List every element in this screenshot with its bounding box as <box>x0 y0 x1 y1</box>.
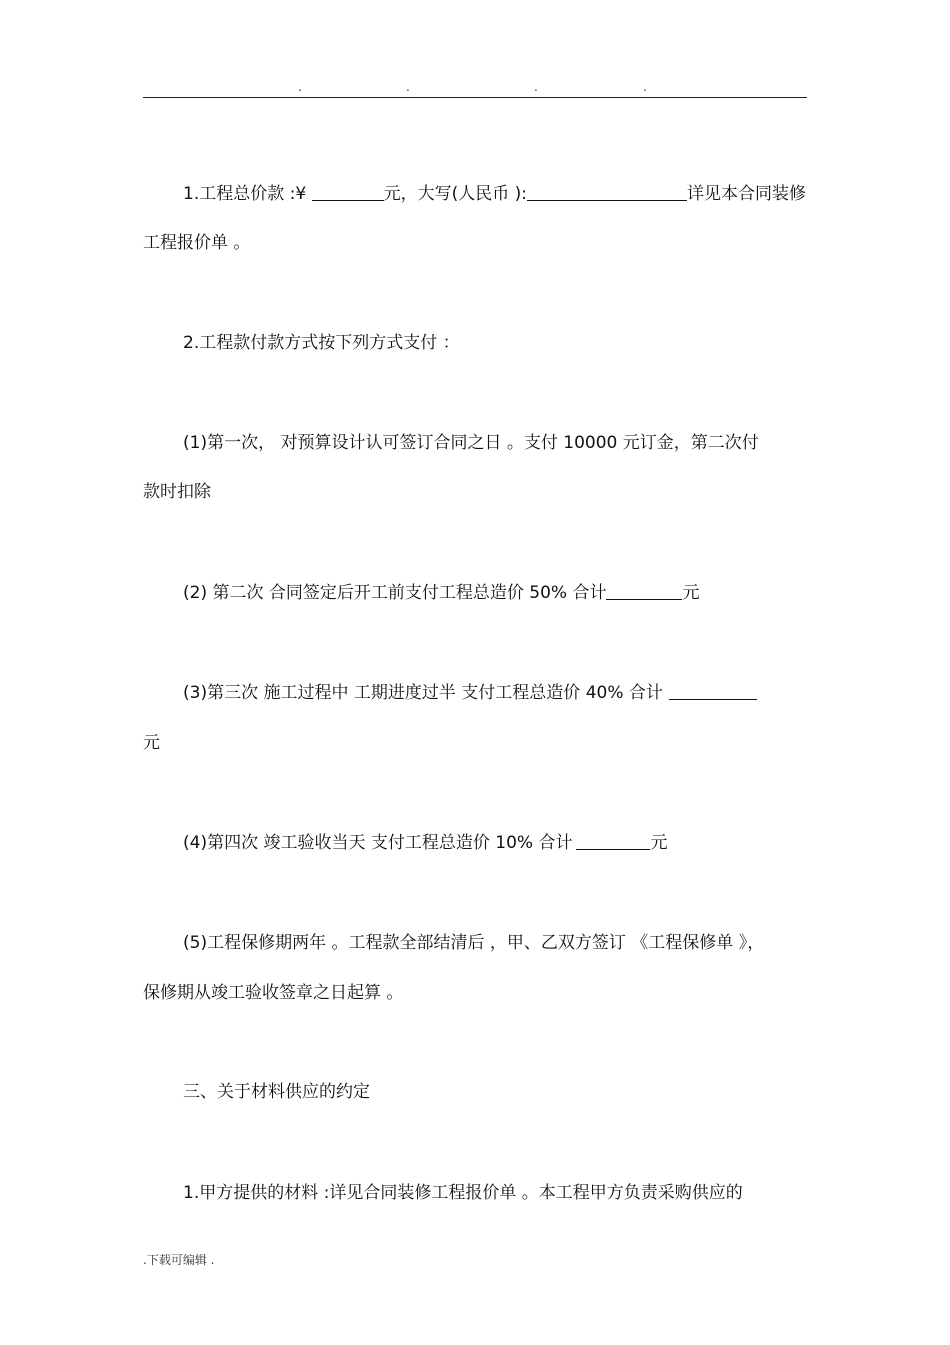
capital-amount-blank <box>527 184 687 201</box>
first-payment-continuation: 款时扣除 <box>143 482 211 502</box>
header-rule <box>143 97 807 98</box>
third-payment-text: (3)第三次 施工过程中 工期进度过半 支付工程总造价 40% 合计 <box>183 683 663 703</box>
fourth-payment-text: (4)第四次 竣工验收当天 支付工程总造价 10% 合计 <box>183 833 573 853</box>
owner-materials-line: 1.甲方提供的材料 :详见合同装修工程报价单 。本工程甲方负责采购供应的 <box>183 1183 743 1203</box>
fourth-payment-line <box>183 832 667 854</box>
warranty-line: (5)工程保修期两年 。工程款全部结清后 ，甲、乙双方签订 《工程保修单 》， <box>183 933 765 953</box>
quote-reference: 详见本合同装修 <box>686 184 806 204</box>
second-payment-blank <box>606 583 682 600</box>
fourth-payment-blank <box>576 833 650 850</box>
second-payment-text: (2) 第二次 合同签定后开工前支付工程总造价 50% 合计 <box>183 583 607 603</box>
page-header-dots <box>0 80 950 94</box>
amount-blank <box>312 184 384 201</box>
warranty-continuation: 保修期从竣工验收签章之日起算 。 <box>143 983 404 1003</box>
yuan-unit: 元 <box>682 583 700 603</box>
third-payment-line <box>183 682 757 704</box>
materials-section-heading: 三、关于材料供应的约定 <box>183 1082 370 1102</box>
capital-amount-label: 元，大写(人民币 ): <box>383 184 527 204</box>
payment-method-heading: 2.工程款付款方式按下列方式支付 ： <box>183 333 460 353</box>
yuan-unit: 元 <box>650 833 668 853</box>
third-payment-continuation: 元 <box>143 733 160 753</box>
header-dot: . <box>534 80 538 94</box>
total-price-label: 1.工程总价款 :¥ <box>183 184 312 204</box>
second-payment-line <box>183 582 699 604</box>
header-dot: . <box>643 80 647 94</box>
page-footer: .下载可编辑 . <box>143 1253 215 1267</box>
total-price-line <box>183 183 806 205</box>
header-dot: . <box>406 80 410 94</box>
third-payment-blank <box>669 683 757 700</box>
total-price-continuation: 工程报价单 。 <box>143 233 251 253</box>
header-dot: . <box>298 80 302 94</box>
first-payment-line: (1)第一次， 对预算设计认可签订合同之日 。支付 10000 元订金，第二次付 <box>183 433 759 453</box>
